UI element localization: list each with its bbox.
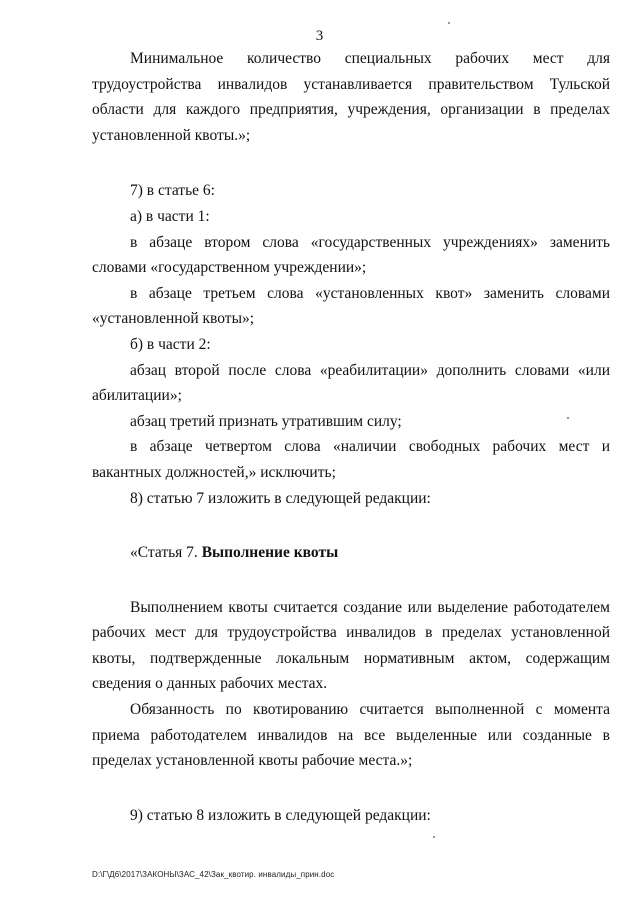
document-body bbox=[92, 46, 610, 828]
article7-heading-prefix: «Статья 7. bbox=[130, 544, 202, 562]
article7-heading-title: Выполнение квоты bbox=[201, 544, 339, 562]
paragraph-article6: 7) в статье 6: bbox=[130, 182, 215, 200]
paragraph-abzac2: в абзаце втором слова «государственных учреждениях» заменить словами «государственном учреждении»; bbox=[92, 233, 610, 277]
paragraph-rehab: абзац второй после слова «реабилитации» дополнить словами «или абилитации»; bbox=[92, 361, 610, 405]
paragraph-article7-intro: 8) статью 7 изложить в следующей редакции: bbox=[130, 489, 431, 507]
article7-heading bbox=[92, 540, 610, 566]
paragraph-quota-obligation: Обязанность по квотированию считается выполненной с момента приема работодателем инвалидов на все выделенные или созданные в пределах установленной квоты рабочие места.»; bbox=[92, 701, 610, 770]
paragraph-min-quota: Минимальное количество специальных рабочих мест для трудоустройства инвалидов устанавливается правительством Тульской области для каждого предприятия, учреждения, организации в пределах установленной квоты.»; bbox=[92, 50, 610, 144]
page-number: 3 bbox=[315, 28, 324, 44]
scan-speck bbox=[448, 22, 450, 24]
spacer bbox=[92, 148, 610, 178]
scan-speck bbox=[567, 417, 569, 419]
paragraph-part2: б) в части 2: bbox=[130, 335, 211, 353]
paragraph-article8-intro: 9) статью 8 изложить в следующей редакции: bbox=[130, 806, 431, 824]
paragraph-part1: а) в части 1: bbox=[130, 207, 210, 225]
spacer bbox=[92, 774, 610, 803]
paragraph-abzac4: в абзаце четвертом слова «наличии свободных рабочих мест и вакантных должностей,» исключить; bbox=[92, 438, 610, 481]
paragraph-abzac3: в абзаце третьем слова «установленных квот» заменить словами «установленной квоты»; bbox=[92, 284, 610, 328]
paragraph-abzac3-invalid: абзац третий признать утратившим силу; bbox=[130, 412, 402, 430]
spacer bbox=[92, 511, 610, 540]
footer-file-path: D:\Г\Д6\2017\ЗАКОНЫ\ЗАС_42\Зак_квотир. инвалиды_прин.doc bbox=[92, 870, 335, 879]
spacer bbox=[92, 566, 610, 595]
paragraph-quota-fulfilment: Выполнением квоты считается создание или выделение работодателем рабочих мест для трудоустройства инвалидов в пределах установленной квоты, подтвержденные локальным нормативным актом, содержащим сведения о данных рабочих местах. bbox=[92, 598, 610, 693]
scan-speck bbox=[433, 836, 435, 838]
